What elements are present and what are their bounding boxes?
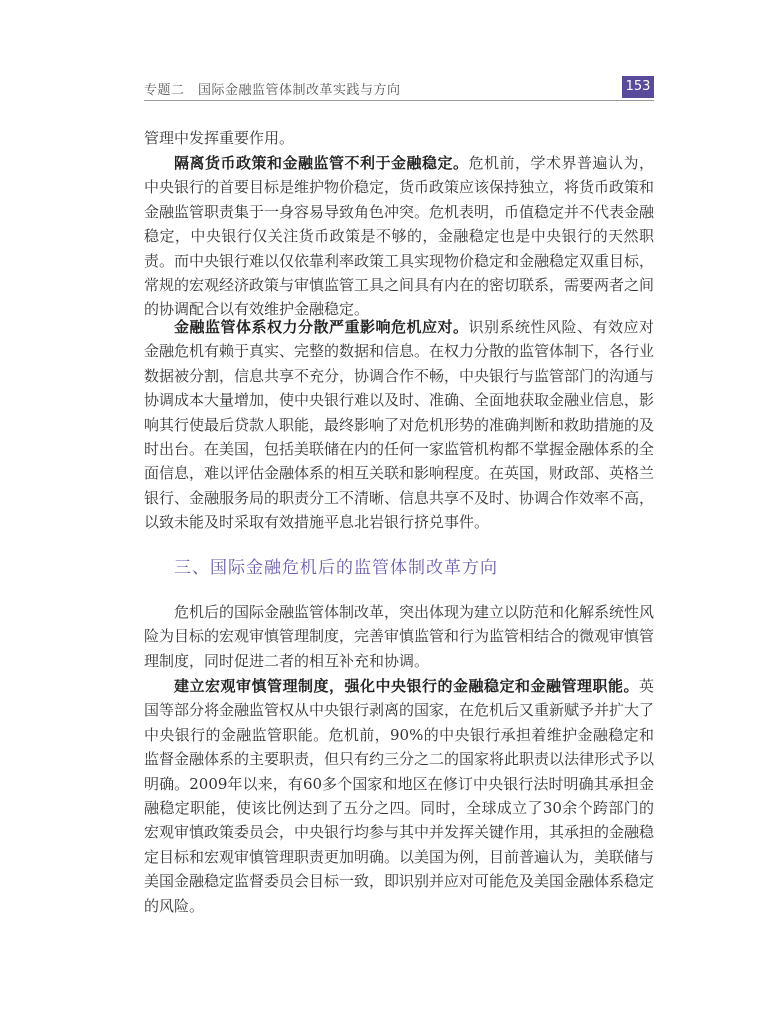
section-heading: 三、国际金融危机后的监管体制改革方向 xyxy=(174,558,498,578)
paragraph-continuation xyxy=(144,126,654,150)
paragraph-monetary-policy xyxy=(144,151,654,322)
running-header xyxy=(144,76,654,101)
paragraph-macroprudential xyxy=(144,674,654,918)
paragraph-text: 英国等部分将金融监管权从中央银行剥离的国家，在危机后又重新赋予并扩大了中央银行的金融监管职能。危机前，90%的中央银行承担着维护金融稳定和监督金融体系的主要职责，但只有约三分之二的国家将此职责以法律形式予以明确。2009年以来，有60多个国家和地区在修订中央银行法时明确其承担金融稳定职能，使该比例达到了五分之四。同时，全球成立了30余个跨部门的宏观审慎政策委员会，中央银行均参与其中并发挥关键作用，其承担的金融稳定目标和宏观审慎管理职责更加明确。以美国为例，目前普遍认为，美联储与美国金融稳定监督委员会目标一致，即识别并应对可能危及美国金融体系稳定的风险。 xyxy=(144,677,655,915)
page-number: 153 xyxy=(622,76,654,98)
paragraph-text: 管理中发挥重要作用。 xyxy=(144,129,295,147)
paragraph-lead: 隔离货币政策和金融监管不利于金融稳定。 xyxy=(174,154,469,172)
paragraph-lead: 建立宏观审慎管理制度，强化中央银行的金融稳定和金融管理职能。 xyxy=(174,677,639,695)
paragraph-text: 危机前，学术界普遍认为，中央银行的首要目标是维护物价稳定，货币政策应该保持独立，将货币政策和金融监管职责集于一身容易导致角色冲突。危机表明，币值稳定并不代表金融稳定，中央银行仅关注货币政策是不够的，金融稳定也是中央银行的天然职责。而中央银行难以仅依靠利率政策工具实现物价稳定和金融稳定双重目标，常规的宏观经济政策与审慎监管工具之间具有内在的密切联系，需要两者之间的协调配合以有效维护金融稳定。 xyxy=(144,154,655,319)
paragraph-text: 危机后的国际金融监管体制改革，突出体现为建立以防范和化解系统性风险为目标的宏观审慎管理制度，完善审慎监管和行为监管相结合的微观审慎管理制度，同时促进二者的相互补充和协调。 xyxy=(144,603,655,670)
paragraph-lead: 金融监管体系权力分散严重影响危机应对。 xyxy=(174,318,469,336)
chapter-title: 专题二 国际金融监管体制改革实践与方向 xyxy=(144,83,401,98)
paragraph-text: 识别系统性风险、有效应对金融危机有赖于真实、完整的数据和信息。在权力分散的监管体制下，各行业数据被分割，信息共享不充分，协调合作不畅，中央银行与监管部门的沟通与协调成本大量增加，使中央银行难以及时、准确、全面地获取金融业信息，影响其行使最后贷款人职能，最终影响了对危机形势的准确判断和救助措施的及时出台。在美国，包括美联储在内的任何一家监管机构都不掌握金融体系的全面信息，难以评估金融体系的相互关联和影响程度。在英国，财政部、英格兰银行、金融服务局的职责分工不清晰、信息共享不及时、协调合作效率不高，以致未能及时采取有效措施平息北岩银行挤兑事件。 xyxy=(144,318,655,532)
paragraph-section-intro xyxy=(144,600,654,673)
paragraph-power-dispersion xyxy=(144,315,654,535)
